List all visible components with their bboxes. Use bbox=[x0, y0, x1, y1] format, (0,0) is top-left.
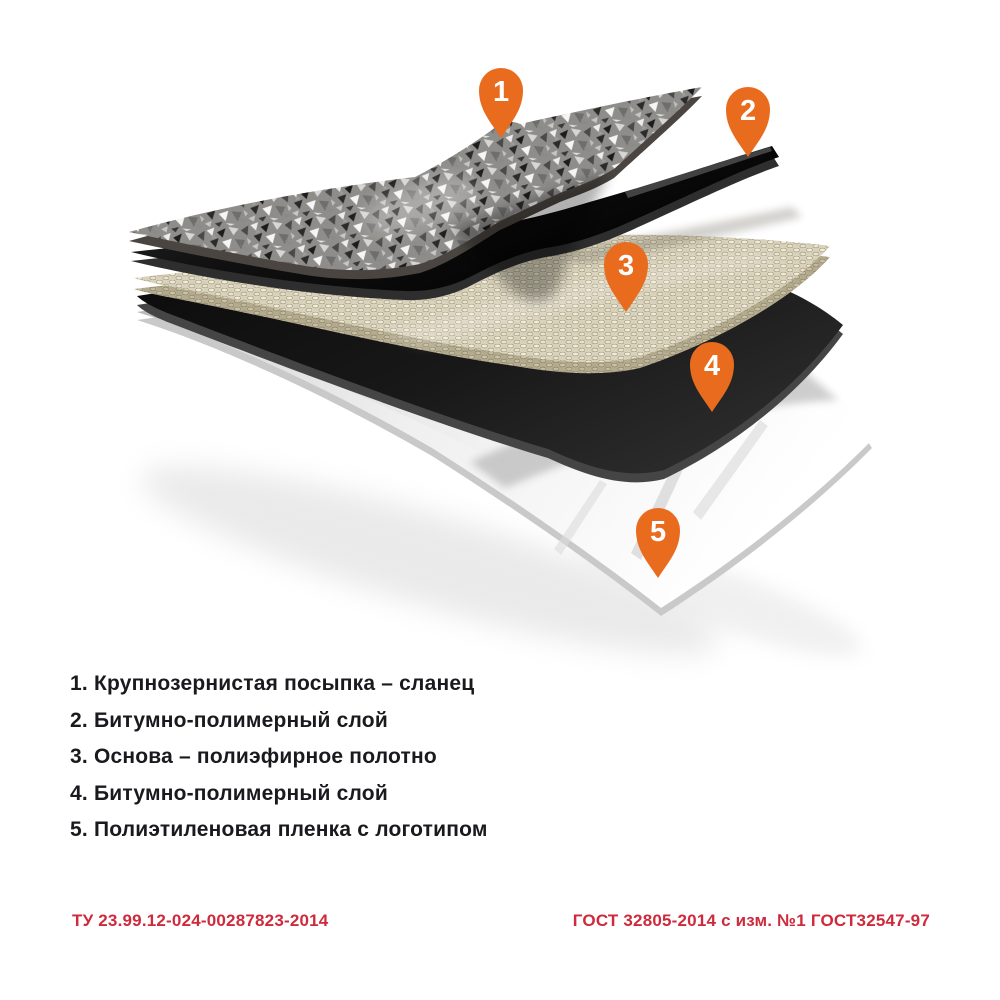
pin-number: 5 bbox=[649, 516, 667, 548]
pin-marker-2 bbox=[726, 87, 770, 157]
tu-standard-label: ТУ 23.99.12-024-00287823-2014 bbox=[72, 911, 329, 930]
legend-item-2: 2. Битумно-полимерный слой bbox=[70, 708, 388, 732]
pin-number: 4 bbox=[703, 350, 721, 382]
legend-item-5: 5. Полиэтиленовая пленка с логотипом bbox=[70, 818, 488, 841]
legend-item-3: 3. Основа – полиэфирное полотно bbox=[70, 745, 437, 768]
legend-item-4: 4. Битумно-полимерный слой bbox=[70, 781, 388, 805]
layer-legend bbox=[70, 666, 488, 849]
pin-number: 3 bbox=[617, 250, 635, 282]
pin-number: 1 bbox=[492, 76, 510, 108]
gost-standard-label: ГОСТ 32805-2014 с изм. №1 ГОСТ32547-97 bbox=[572, 911, 930, 930]
pin-number: 2 bbox=[739, 95, 757, 127]
legend-item-1: 1. Крупнозернистая посыпка – сланец bbox=[70, 672, 475, 695]
